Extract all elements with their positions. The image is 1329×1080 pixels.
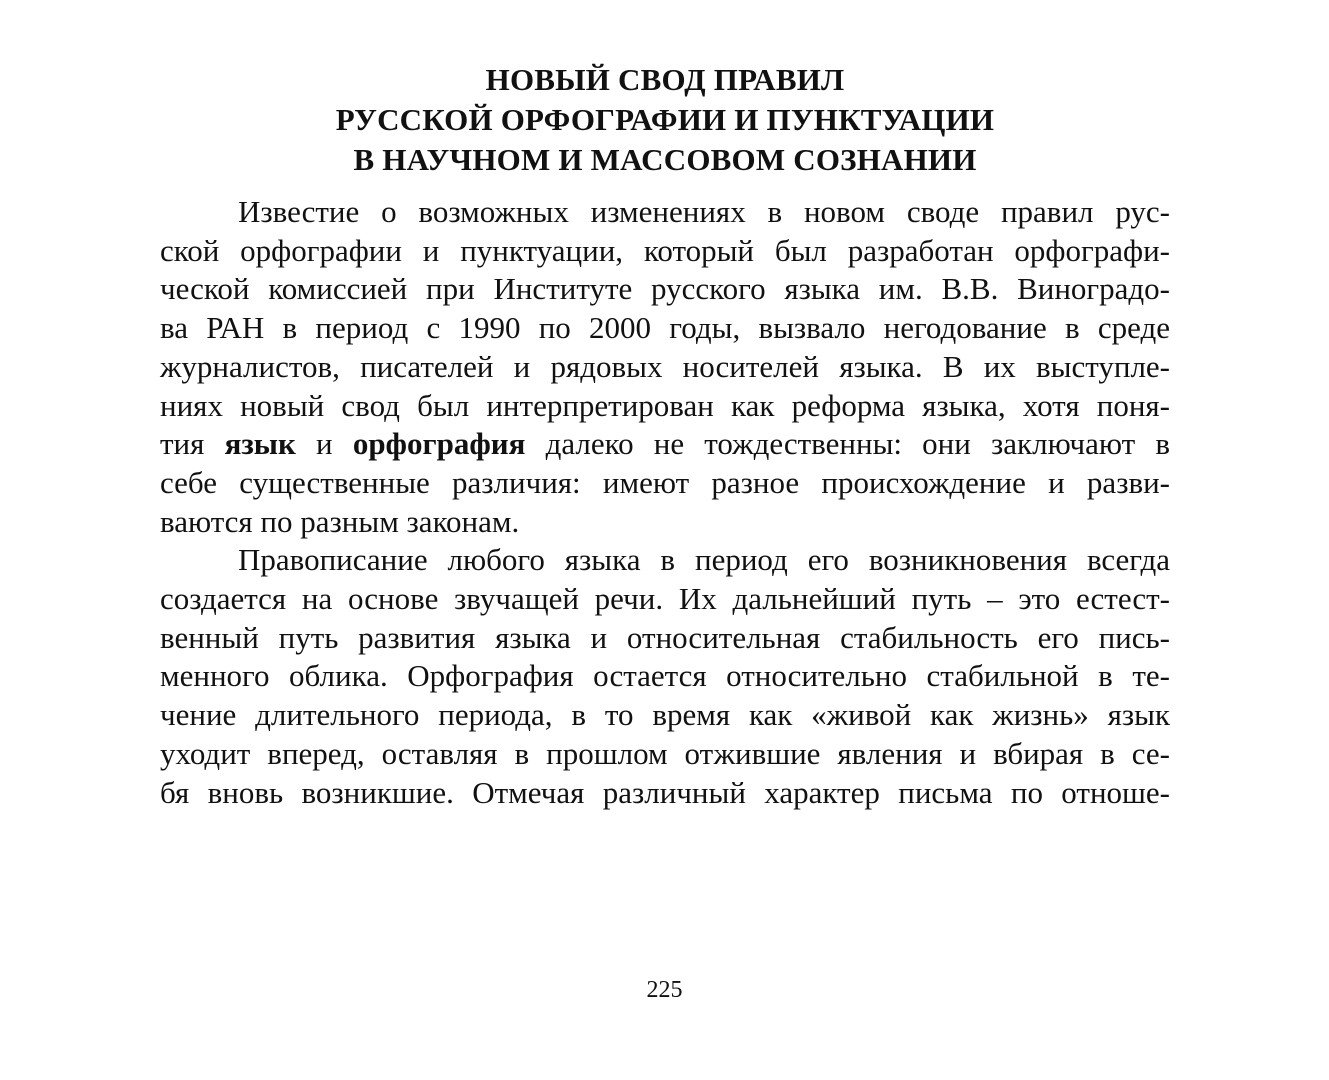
text-line: ваются по разным законам. — [160, 503, 520, 539]
text-line: менного облика. Орфография остается относительно стабильной в те- — [160, 658, 1170, 694]
text-fragment: тия — [160, 426, 225, 462]
text-line: создается на основе звучащей речи. Их дальнейший путь – это естест- — [160, 581, 1170, 617]
paragraph-1 — [160, 193, 1170, 541]
text-line: венный путь развития языка и относительная стабильность его пись- — [160, 619, 1170, 655]
text-line-with-terms — [160, 425, 1170, 464]
text-line: ниях новый свод был интерпретирован как реформа языка, хотя поня- — [160, 387, 1170, 423]
title-line-3: В НАУЧНОМ И МАССОВОМ СОЗНАНИИ — [353, 142, 977, 177]
bold-term-orthography: орфография — [352, 426, 526, 462]
text-line: чение длительного периода, в то время как «живой как жизнь» язык — [160, 697, 1170, 733]
article-body — [160, 193, 1170, 812]
text-line: бя вновь возникшие. Отмечая различный характер письма по отноше- — [160, 774, 1170, 810]
text-line: ческой комиссией при Институте русского языка им. В.В. Виноградо- — [160, 271, 1170, 307]
text-fragment: далеко не тождественны: они заключают в — [525, 426, 1170, 462]
text-line: ской орфографии и пунктуации, который был разработан орфографи- — [160, 232, 1170, 268]
text-line: журналистов, писателей и рядовых носителей языка. В их выступле- — [160, 348, 1170, 384]
page-number: 225 — [646, 977, 683, 1003]
bold-term-language: язык — [224, 426, 296, 462]
title-line-2: РУССКОЙ ОРФОГРАФИИ И ПУНКТУАЦИИ — [335, 102, 995, 137]
text-line: уходит вперед, оставляя в прошлом отжившие явления и вбирая в се- — [160, 735, 1170, 771]
article-title — [160, 60, 1170, 180]
text-line: Правописание любого языка в период его возникновения всегда — [238, 542, 1170, 578]
text-line: ва РАН в период с 1990 по 2000 годы, вызвало негодование в среде — [160, 310, 1170, 346]
title-line-1: НОВЫЙ СВОД ПРАВИЛ — [485, 62, 845, 97]
text-fragment: и — [295, 426, 353, 462]
paragraph-2 — [160, 541, 1170, 812]
text-line: себе существенные различия: имеют разное происхождение и разви- — [160, 464, 1170, 500]
text-line: Известие о возможных изменениях в новом своде правил рус- — [238, 194, 1170, 229]
